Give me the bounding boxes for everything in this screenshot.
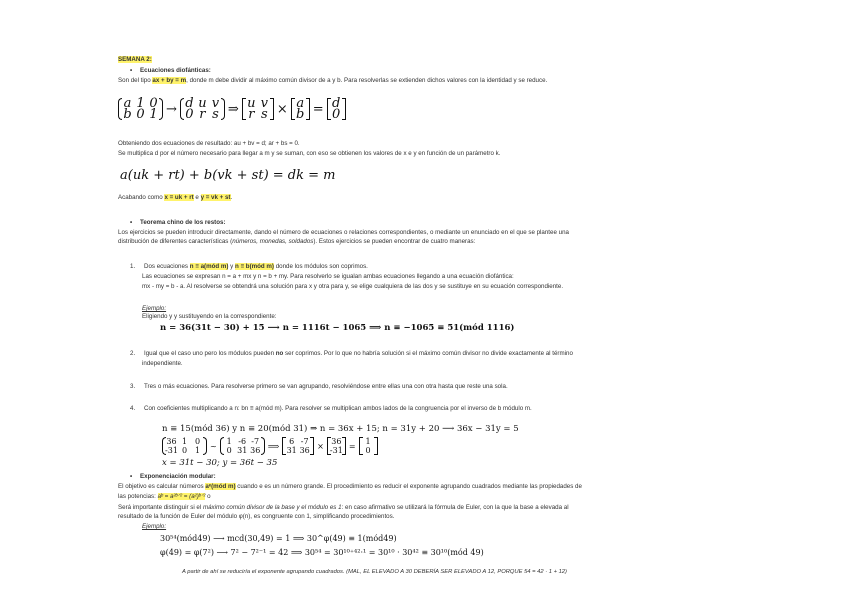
week-title: SEMANA 2: bbox=[118, 56, 152, 63]
crt-ex4-line1: n ≡ 15(mód 36) y n ≡ 20(mód 31) ⇒ n = 36x + 15; n = 31y + 20 ⟶ 36x − 31y = 5 bbox=[162, 424, 519, 434]
vector-ab: a b bbox=[291, 98, 310, 120]
ex4-vector-1: 36 -31 bbox=[327, 437, 346, 455]
crt-example-line1: Eligiendo y y sustituyendo en la correspondiente: bbox=[142, 313, 277, 320]
crt-item1-line2: Las ecuaciones se expresan n = a + mx y n = b + my. Para resolverlo se igualan ambas ecuaciones llegando a una ecuación diofántica: bbox=[142, 273, 514, 280]
crt-heading: • Teorema chino de los restos: bbox=[130, 219, 226, 226]
crt-item1-line3: mx - my = b - a. Al resolverse se obtendrá una solución para x y otra para y, se elige cualquiera de las dos y se sustituye en su ecuación correspondiente. bbox=[142, 283, 564, 290]
bullet-icon: • bbox=[130, 67, 133, 74]
diophantine-formula: a(uk + rt) + b(vk + st) = dk = m bbox=[120, 168, 336, 183]
modexp-line2: las potencias: aᵇ = a²ᵇᐟ² = (a²)ᵇᐟ² o bbox=[118, 493, 211, 500]
modexp-line3: Será importante distinguir si el máximo común divisor de la base y el módulo es 1: en caso afirmativo se utilizará la fórmula de Euler, con la que la base a elevada al bbox=[118, 504, 569, 511]
ex4-vector-2: 1 0 bbox=[359, 437, 378, 455]
crt-item3: 3. Tres o más ecuaciones. Para resolverse primero se van agrupando, resolviéndose entre ellas una con otra hasta que reste una sola. bbox=[130, 383, 508, 390]
crt-line1: Los ejercicios se pueden introducir directamente, dando el número de ecuaciones o relaciones correspondientes, o mediante un enunciado en el que se plantee una bbox=[118, 229, 569, 236]
diophantine-line2: Obteniendo dos ecuaciones de resultado: au + bv = d; ar + bs = 0. bbox=[118, 140, 300, 147]
crt-line2: distribución de diferentes características (números, monedas, soldados). Estos ejercicios se pueden encontrar de cuatro maneras: bbox=[118, 238, 476, 245]
crt-item2-line2: independiente. bbox=[142, 360, 183, 367]
ex4-matrix-1: 36 1 0 -31 0 1 bbox=[162, 437, 207, 455]
modexp-example-line2: φ(49) = φ(7²) ⟶ 7² − 7²⁻¹ = 42 ⟹ 30⁵⁴ = 30¹⁰⁺⁴²·¹ = 30¹⁰ · 30⁴² ≡ 30¹⁰(mód 49) bbox=[160, 548, 484, 557]
crt-example-math: n = 36(31t − 30) + 15 ⟶ n = 1116t − 1065 ⟹ n ≡ −1065 ≡ 51(mód 1116) bbox=[160, 323, 515, 333]
modexp-heading: • Exponenciación modular: bbox=[130, 473, 216, 480]
diophantine-matrix-equation: a 1 0 b 0 1 → d u v 0 r s ⇒ u v r s × a b = d 0 bbox=[118, 98, 346, 120]
bullet-icon: • bbox=[130, 473, 133, 480]
crt-item4: 4. Con coeficientes multiplicando a n: bn ≡ a(mód m). Para resolver se multiplican ambos lados de la congruencia por el inverso de b módulo m. bbox=[130, 405, 532, 412]
diophantine-line3: Se multiplica d por el número necesario para llegar a m y se suman, con eso se obtienen los valores de x e y en función de un parámetro k. bbox=[118, 150, 501, 157]
crt-ex4-matrix-line: 36 1 0 -31 0 1 ~ 1 -6 -7 0 31 36 ⟹ 6 -7 31 36 × 36 -31 = 1 0 bbox=[162, 437, 378, 455]
crt-ex4-line3: x = 31t − 30; y = 36t − 35 bbox=[162, 458, 278, 468]
crt-item1: 1. Dos ecuaciones n ≡ a(mód m) y n ≡ b(mód m) donde los módulos son coprimos. bbox=[130, 263, 368, 270]
modexp-example-line1: 30⁵⁴(mód49) ⟶ mcd(30,49) = 1 ⟹ 30^φ(49) ≡ 1(mód49) bbox=[160, 534, 397, 543]
bullet-icon: • bbox=[130, 219, 133, 226]
crt-example-label: Ejemplo: bbox=[142, 305, 167, 312]
modexp-footer-note: A partir de ahí se reduciría el exponente agrupando cuadrados. (MAL, EL ELEVADO A 30 DEBERÍA SER ELEVADO A 12, PORQUE 54 = 42 · 1 + 12) bbox=[182, 569, 567, 575]
ex4-matrix-2: 1 -6 -7 0 31 36 bbox=[220, 437, 265, 455]
diophantine-line4: Acabando como x = uk + rt e y = vk + st. bbox=[118, 194, 233, 201]
vector-d0: d 0 bbox=[327, 98, 346, 120]
diophantine-line1: Son del tipo ax + by = m, donde m debe dividir al máximo común divisor de a y b. Para resolverlas se extienden dichos valores con la identidad y se reduce. bbox=[118, 77, 548, 84]
matrix-right: d u v 0 r s bbox=[180, 98, 225, 120]
matrix-uv: u v r s bbox=[242, 98, 274, 120]
modexp-example-label: Ejemplo: bbox=[142, 523, 167, 530]
matrix-left: a 1 0 b 0 1 bbox=[118, 98, 163, 120]
modexp-line1: El objetivo es calcular números aᵉ(mód m) cuando e es un número grande. El procedimiento es reducir el exponente agrupando cuadrados mediante las propiedades de bbox=[118, 483, 582, 490]
diophantine-heading: • Ecuaciones diofánticas: bbox=[130, 67, 211, 74]
ex4-matrix-3: 6 -7 31 36 bbox=[282, 437, 314, 455]
modexp-line4: resultado de la función de Euler del módulo φ(n), es congruente con 1, simplificando procedimientos. bbox=[118, 513, 395, 520]
crt-item2: 2. Igual que el caso uno pero los módulos pueden no ser coprimos. Por lo que no habría solución si el máximo común divisor no divide exactamente al término bbox=[130, 350, 573, 357]
